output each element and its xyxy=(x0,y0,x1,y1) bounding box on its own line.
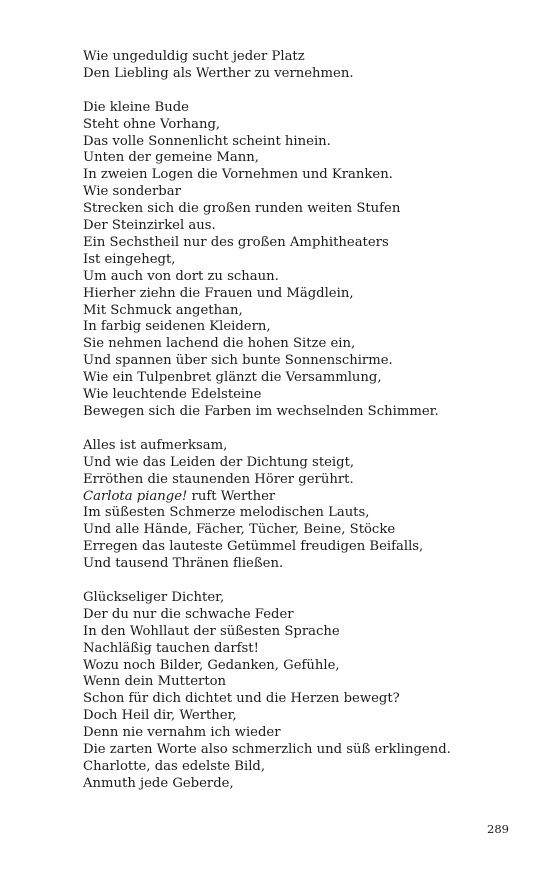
poem-line: Die zarten Worte also schmerzlich und süß erklingend. xyxy=(83,742,451,758)
poem-line: Glückseliger Dichter, xyxy=(83,589,225,605)
poem-line: Doch Heil dir, Werther, xyxy=(83,708,237,724)
poem-text xyxy=(83,49,523,810)
stanza xyxy=(83,100,523,421)
line-rest: ruft Werther xyxy=(187,488,276,504)
poem-line: Wozu noch Bilder, Gedanken, Gefühle, xyxy=(83,657,340,673)
poem-line: In zweien Logen die Vornehmen und Kranken. xyxy=(83,167,393,183)
poem-line: Wie ungeduldig sucht jeder Platz xyxy=(83,49,305,64)
poem-line: Und tausend Thränen fließen. xyxy=(83,556,284,572)
poem-line: Schon für dich dichtet und die Herzen bewegt? xyxy=(83,691,400,707)
poem-line xyxy=(83,489,523,506)
poem-line: Mit Schmuck angethan, xyxy=(83,302,243,318)
stanza xyxy=(83,49,523,83)
poem-line: Sie nehmen lachend die hohen Sitze ein, xyxy=(83,336,356,352)
poem-line: Unten der gemeine Mann, xyxy=(83,150,259,166)
poem-line: Im süßesten Schmerze melodischen Lauts, xyxy=(83,505,370,521)
poem-line: Und wie das Leiden der Dichtung steigt, xyxy=(83,454,355,470)
poem-line: In farbig seidenen Kleidern, xyxy=(83,319,271,335)
poem-line: Nachläßig tauchen darfst! xyxy=(83,640,259,656)
poem-line: Charlotte, das edelste Bild, xyxy=(83,759,266,775)
poem-line: Wie sonderbar xyxy=(83,184,181,200)
poem-line: Der du nur die schwache Feder xyxy=(83,606,294,622)
poem-line: Erregen das lauteste Getümmel freudigen Beifalls, xyxy=(83,539,424,555)
poem-line: Hierher ziehn die Frauen und Mägdlein, xyxy=(83,285,354,301)
poem-line: Ein Sechstheil nur des großen Amphitheaters xyxy=(83,234,389,250)
poem-line: Steht ohne Vorhang, xyxy=(83,116,221,132)
poem-line: Wenn dein Mutterton xyxy=(83,674,227,690)
poem-line: Bewegen sich die Farben im wechselnden Schimmer. xyxy=(83,404,439,420)
poem-line: Die kleine Bude xyxy=(83,99,189,115)
stanza xyxy=(83,438,523,573)
poem-line: Alles ist aufmerksam, xyxy=(83,437,228,453)
poem-line: Wie leuchtende Edelsteine xyxy=(83,387,262,403)
page-number: 289 xyxy=(487,822,509,836)
poem-line: Der Steinzirkel aus. xyxy=(83,218,216,234)
italic-phrase: Carlota piange! xyxy=(83,488,188,504)
poem-line: Und spannen über sich bunte Sonnenschirme. xyxy=(83,353,393,369)
poem-line: Und alle Hände, Fächer, Tücher, Beine, Stöcke xyxy=(83,522,396,538)
poem-line: Ist eingehegt, xyxy=(83,251,176,267)
poem-line: Erröthen die staunenden Hörer gerührt. xyxy=(83,471,354,487)
poem-line: Strecken sich die großen runden weiten Stufen xyxy=(83,201,401,217)
poem-line: Denn nie vernahm ich wieder xyxy=(83,725,281,741)
poem-line: In den Wohllaut der süßesten Sprache xyxy=(83,623,340,639)
poem-line: Um auch von dort zu schaun. xyxy=(83,268,279,284)
stanza xyxy=(83,590,523,793)
poem-line: Anmuth jede Geberde, xyxy=(83,775,234,791)
poem-line: Den Liebling als Werther zu vernehmen. xyxy=(83,65,354,81)
poem-line: Wie ein Tulpenbret glänzt die Versammlung, xyxy=(83,370,382,386)
poem-line: Das volle Sonnenlicht scheint hinein. xyxy=(83,133,331,149)
